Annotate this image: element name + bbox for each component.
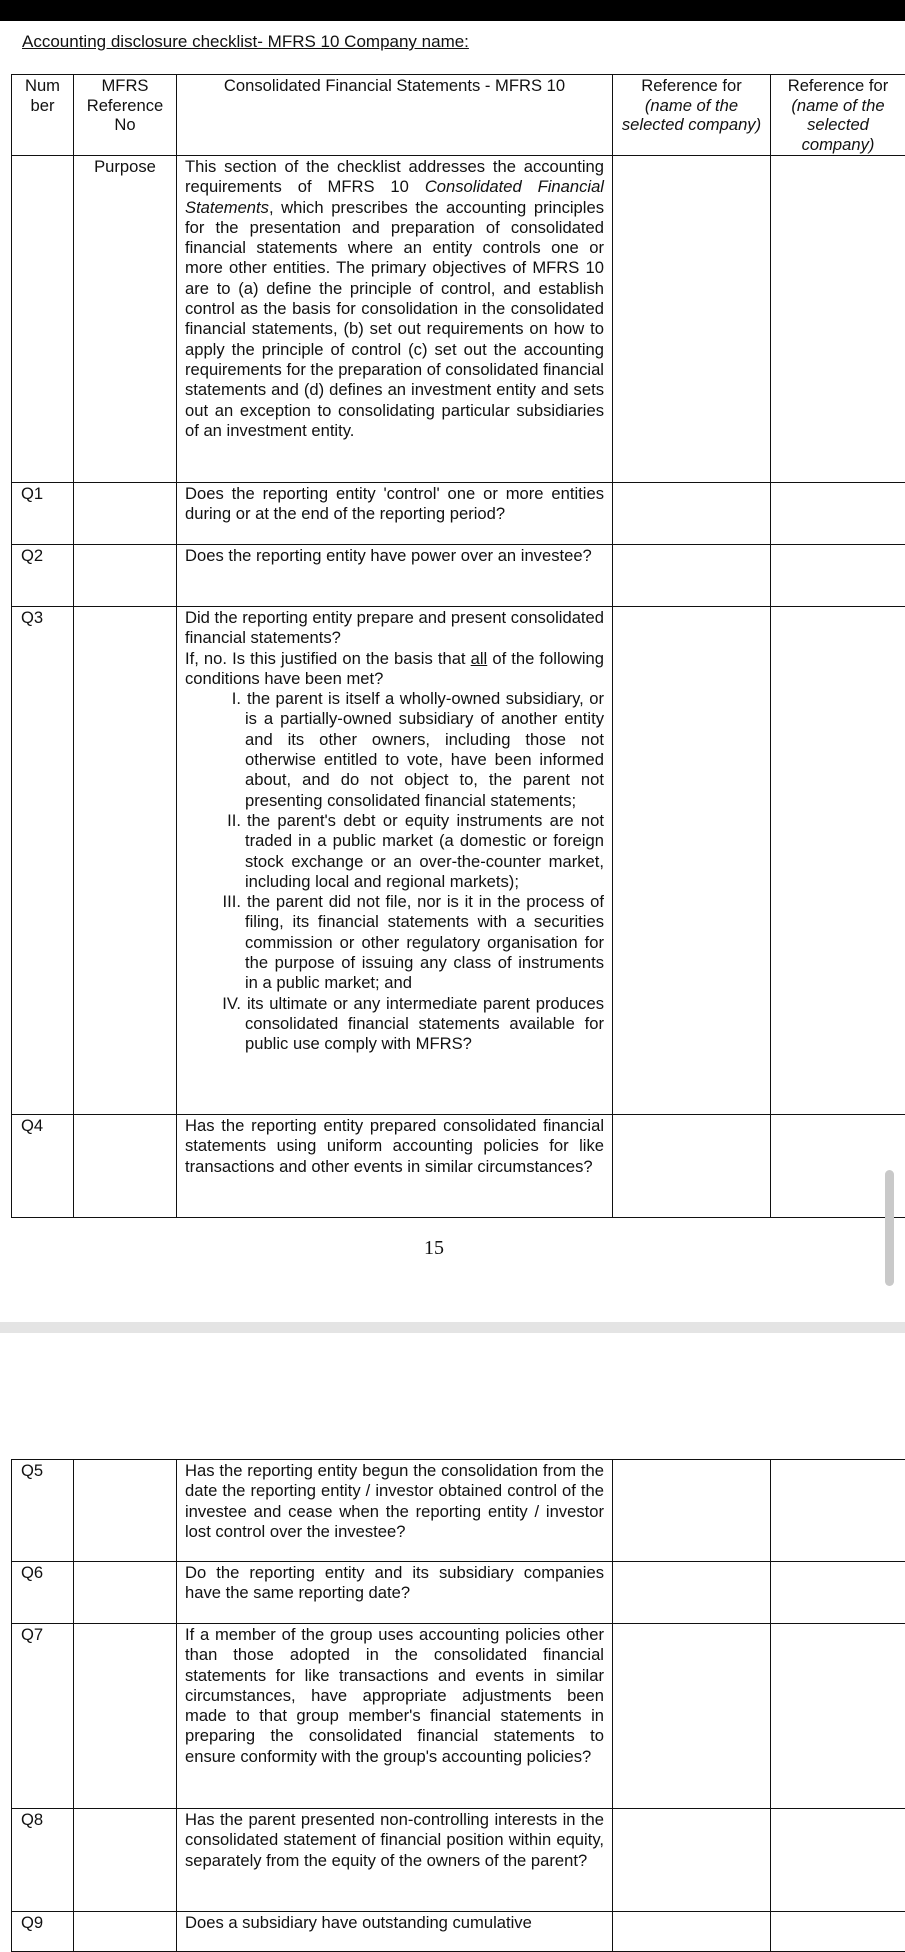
header-reference-1: Reference for — [616, 76, 767, 96]
question-text: Does the reporting entity 'control' one or more entities during or at the end of the reporting period? — [177, 483, 612, 525]
table-row-q8 — [12, 1809, 905, 1912]
page-number: 15 — [0, 1237, 868, 1260]
reference-cell — [613, 545, 771, 607]
reference-cell — [771, 1809, 905, 1912]
table-row-purpose — [12, 156, 905, 483]
table-row-q1 — [12, 483, 905, 545]
question-number: Q6 — [12, 1562, 73, 1583]
reference-cell — [613, 1115, 771, 1218]
reference-cell — [771, 483, 905, 545]
reference-cell — [613, 1809, 771, 1912]
table-row-q2 — [12, 545, 905, 607]
header-reference-2-note: (name of the selected company) — [774, 96, 902, 155]
question-text: Has the parent presented non-controlling interests in the consolidated statement of financial position within equity, separately from the equity of the owners of the parent? — [177, 1809, 612, 1871]
purpose-label: Purpose — [74, 156, 176, 177]
question-text: Does a subsidiary have outstanding cumulative — [177, 1912, 612, 1933]
question-text: If a member of the group uses accounting policies other than those adopted in the consolidated financial statements for like transactions and events in similar circumstances, have appropriate adjustments been made to that group member's financial statements in preparing the consolidated financial statements to ensure conformity with the group's accounting policies? — [177, 1624, 612, 1767]
reference-cell — [771, 1562, 905, 1624]
table-row-q9 — [12, 1912, 905, 1952]
table-header-row — [12, 75, 905, 156]
question-number: Q2 — [12, 545, 73, 566]
table-row-q5 — [12, 1460, 905, 1562]
checklist-table-page-2 — [11, 1459, 905, 1952]
reference-cell — [613, 607, 771, 1115]
condition-item: IV. its ultimate or any intermediate parent produces consolidated financial statements available for public use comply with MFRS? — [207, 994, 604, 1055]
reference-cell — [613, 1624, 771, 1809]
table-row-q7 — [12, 1624, 905, 1809]
reference-cell — [771, 607, 905, 1115]
header-mfrs-reference: MFRS Reference No — [74, 75, 176, 136]
header-number: Num ber — [12, 75, 73, 116]
table-row-q3 — [12, 607, 905, 1115]
question-text: Does the reporting entity have power over an investee? — [177, 545, 612, 566]
purpose-text: This section of the checklist addresses the accounting requirements of MFRS 10 Consolidated Financial Statements, which prescribes the accounting principles for the presentation and preparation of consolidated financial statements where an entity controls one or more other entities. The primary objectives of MFRS 10 are to (a) define the principle of control, and establish control as the basis for consolidation in the consolidated financial statements, (b) set out requirements on how to apply the principle of control (c) set out the accounting requirements for the preparation of consolidated financial statements and (d) defines an investment entity and sets out an exception to consolidating particular subsidiaries of an investment entity. — [177, 156, 612, 441]
question-number: Q4 — [12, 1115, 73, 1136]
question-text: Do the reporting entity and its subsidiary companies have the same reporting date? — [177, 1562, 612, 1604]
question-text: Did the reporting entity prepare and present consolidated financial statements? If, no. Is this justified on the basis that all of the following conditions have been met? I. the parent is itself a wholly-owned subsidiary, or is a partially-owned subsidiary of another entity and its other owners, including those not otherwise entitled to vote, have been informed about, and do not object to, the parent not presenting consolidated financial statements; II. the parent's debt or equity instruments are not traded in a public market (a domestic or foreign stock exchange or an over-the-counter market, including local and regional markets); III. the parent did not file, nor is it in the process of filing, its financial statements with a securities commission or other regulatory organisation for the purpose of issuing any class of instruments in a public market; and IV. its ultimate or any intermediate parent produces consolidated financial statements available for public use comply with MFRS? — [177, 607, 612, 1055]
header-reference-1-note: (name of the selected company) — [616, 96, 767, 135]
condition-item: I. the parent is itself a wholly-owned subsidiary, or is a partially-owned subsidiary of another entity and its other owners, including those not otherwise entitled to vote, have been informed about, and do not object to, the parent not presenting consolidated financial statements; — [207, 689, 604, 811]
question-number: Q8 — [12, 1809, 73, 1830]
condition-item: II. the parent's debt or equity instruments are not traded in a public market (a domestic or foreign stock exchange or an over-the-counter market, including local and regional markets); — [207, 811, 604, 892]
reference-cell — [613, 156, 771, 483]
reference-cell — [771, 545, 905, 607]
reference-cell — [771, 156, 905, 483]
page-separator — [0, 1322, 905, 1333]
reference-cell — [771, 1460, 905, 1562]
condition-item: III. the parent did not file, nor is it in the process of filing, its financial statements with a securities commission or other regulatory organisation for the purpose of issuing any class of instruments in a public market; and — [207, 892, 604, 993]
question-number: Q1 — [12, 483, 73, 504]
question-number: Q7 — [12, 1624, 73, 1645]
reference-cell — [613, 1562, 771, 1624]
conditions-list — [185, 689, 604, 1054]
status-bar — [0, 0, 905, 21]
reference-cell — [771, 1912, 905, 1952]
reference-cell — [613, 1460, 771, 1562]
reference-cell — [613, 1912, 771, 1952]
header-title: Consolidated Financial Statements - MFRS 10 — [177, 75, 612, 97]
table-row-q6 — [12, 1562, 905, 1624]
question-number: Q3 — [12, 607, 73, 628]
question-text: Has the reporting entity prepared consolidated financial statements using uniform accounting policies for like transactions and other events in similar circumstances? — [177, 1115, 612, 1177]
reference-cell — [613, 483, 771, 545]
checklist-table-page-1 — [11, 74, 905, 1218]
header-reference-2: Reference for — [774, 76, 902, 96]
table-row-q4 — [12, 1115, 905, 1218]
scrollbar-thumb[interactable] — [885, 1170, 894, 1286]
question-number: Q5 — [12, 1460, 73, 1481]
question-text: Has the reporting entity begun the consolidation from the date the reporting entity / investor obtained control of the investee and cease when the reporting entity / investor lost control over the investee? — [177, 1460, 612, 1542]
reference-cell — [771, 1624, 905, 1809]
checklist-caption: Accounting disclosure checklist- MFRS 10 Company name: — [22, 33, 469, 51]
question-number: Q9 — [12, 1912, 73, 1933]
